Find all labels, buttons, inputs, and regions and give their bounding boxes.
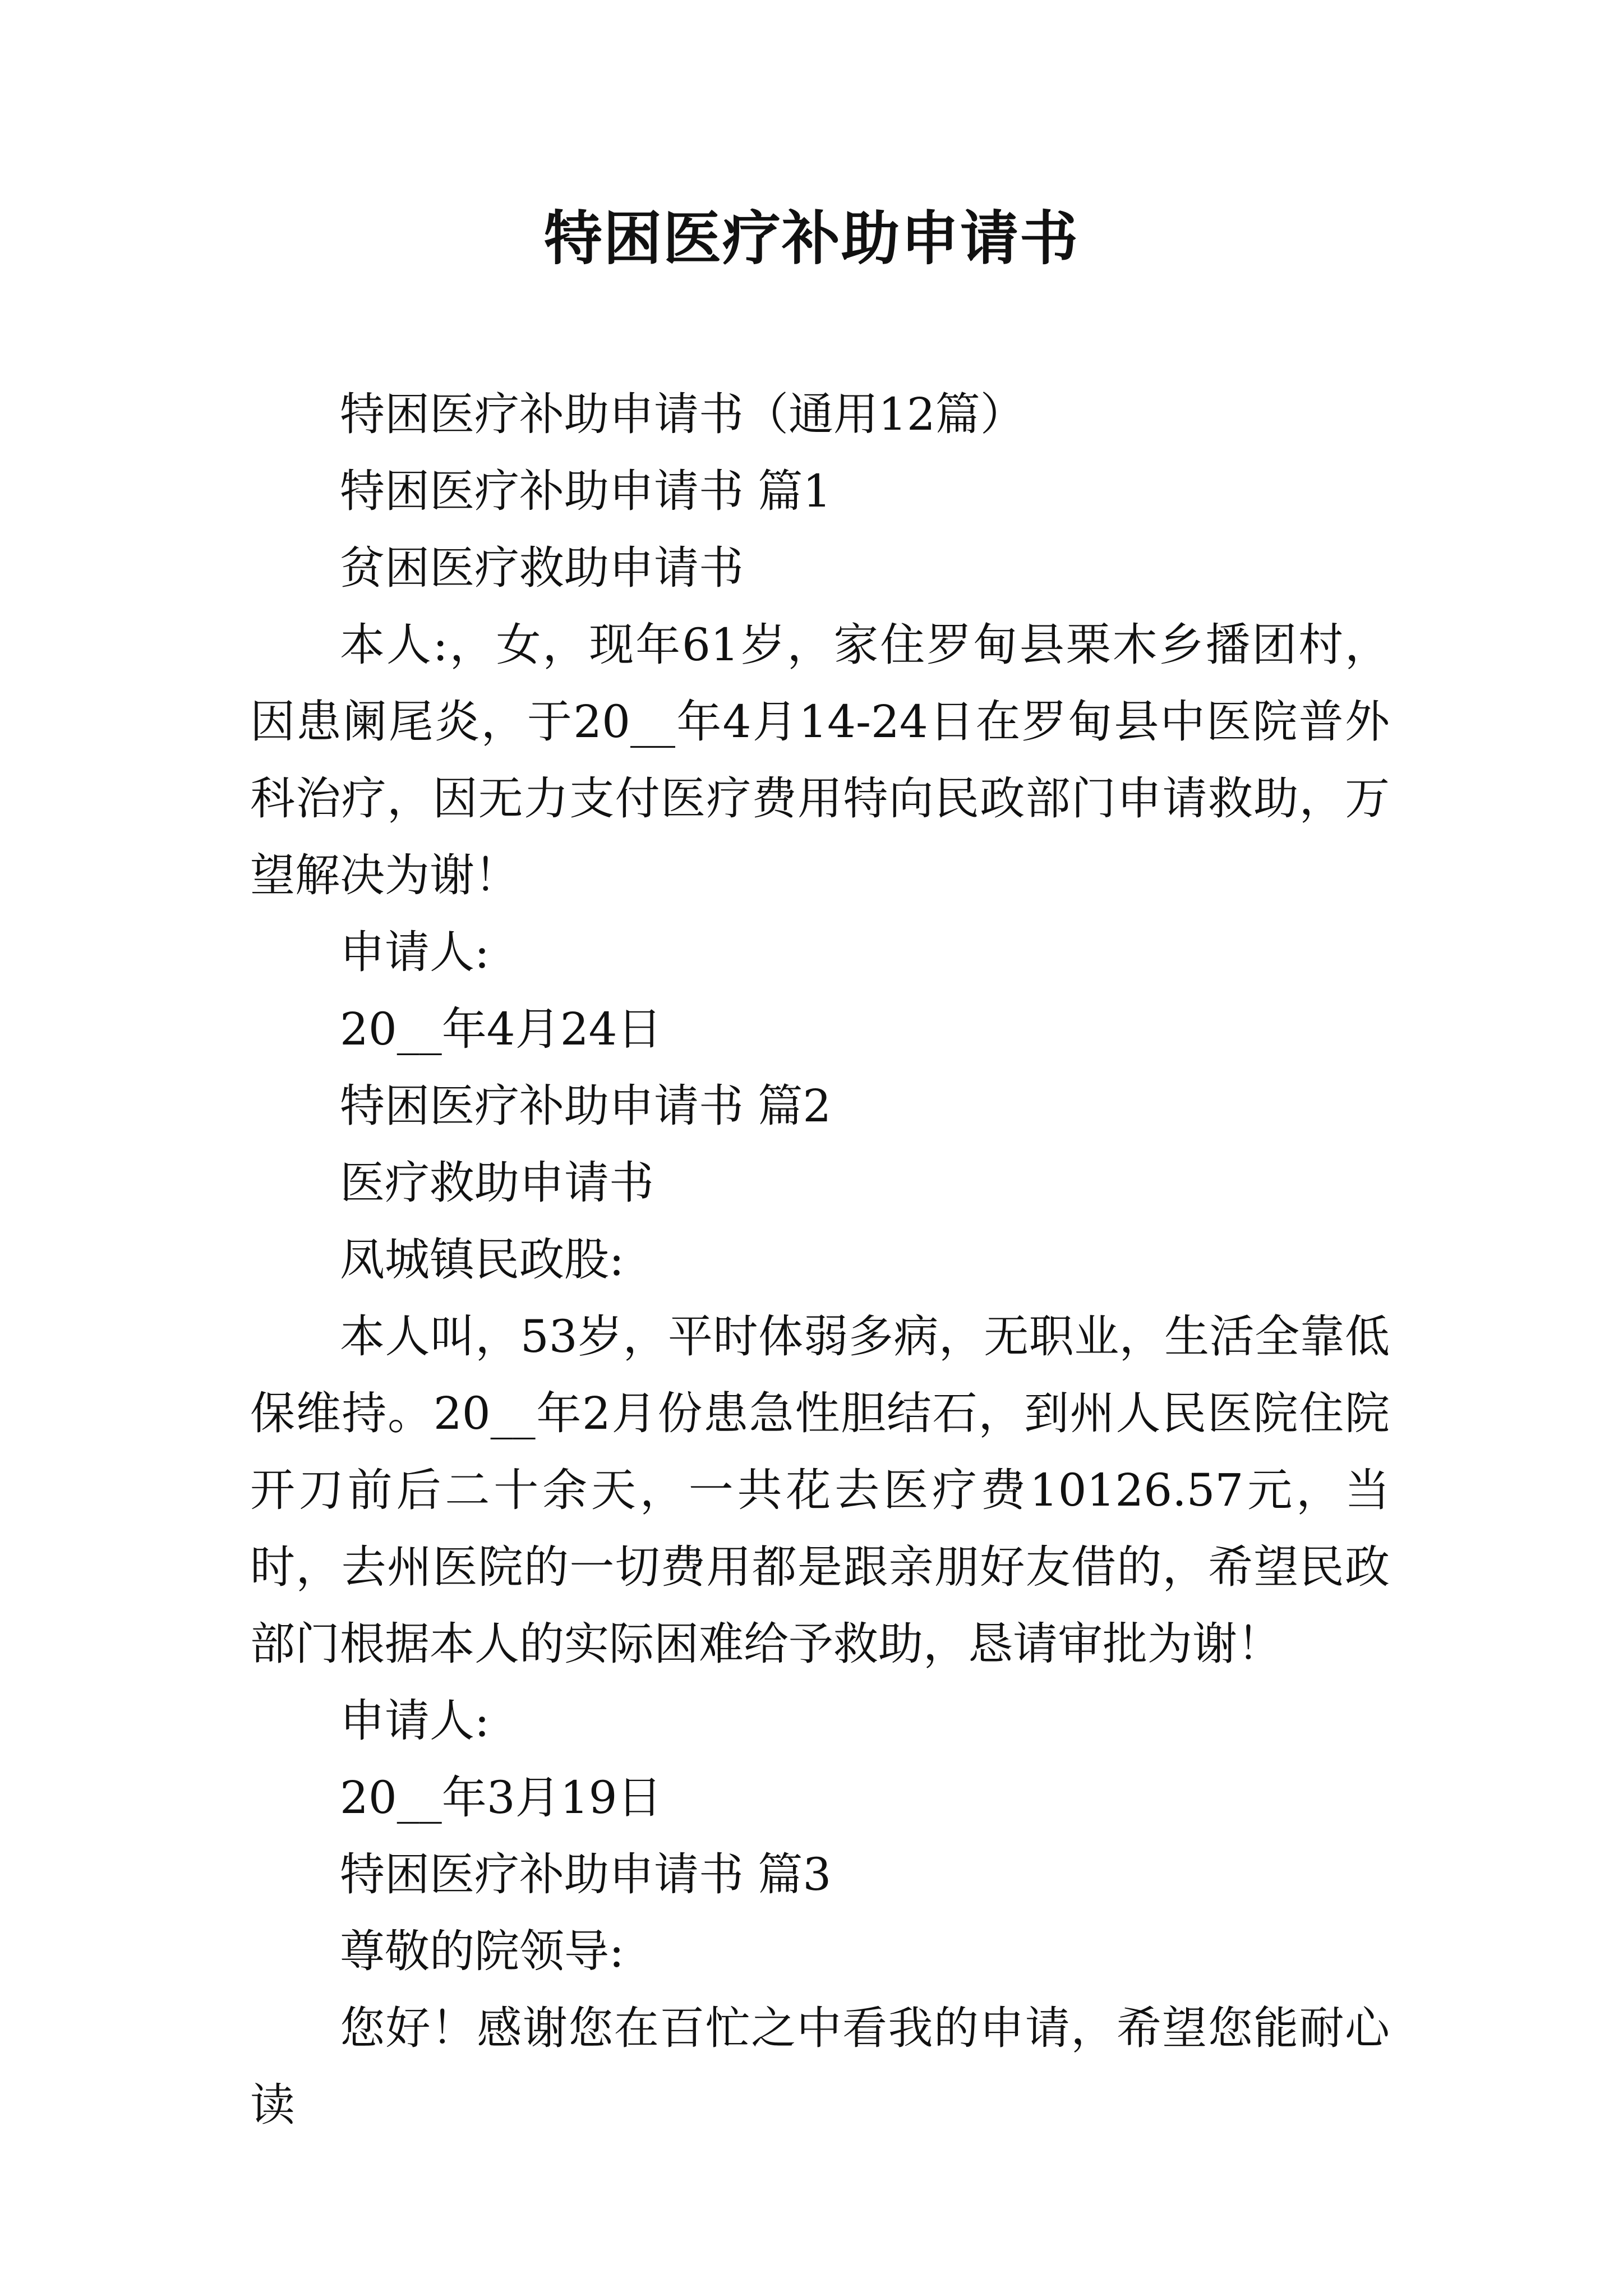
- document-body: [250, 376, 1390, 2143]
- letter-date: 20__年4月24日: [340, 1003, 662, 1055]
- applicant-label: 申请人:: [340, 926, 490, 978]
- letter-body: 本人叫，53岁，平时体弱多病，无职业，生活全靠低保维持。20__年2月份患急性胆结石，到州人民医院住院开刀前后二十余天，一共花去医疗费10126.57元，当时，去州医院的一切费用都是跟亲朋好友借的，希望民政部门根据本人的实际困难给予救助，恳请审批为谢！: [250, 1310, 1390, 1670]
- letter-recipient: 凤城镇民政股:: [340, 1234, 624, 1286]
- applicant-label: 申请人:: [340, 1695, 490, 1747]
- section-heading-3: 特困医疗补助申请书 篇3: [340, 1848, 832, 1901]
- section-heading-1: 特困医疗补助申请书 篇1: [340, 465, 832, 517]
- letter-title: 医疗救助申请书: [340, 1157, 654, 1209]
- letter-body: 本人:，女，现年61岁，家住罗甸县栗木乡播团村，因患阑尾炎，于20__年4月14-24日在罗甸县中医院普外科治疗，因无力支付医疗费用特向民政部门申请救助，万望解决为谢！: [250, 619, 1390, 901]
- section-heading-2: 特困医疗补助申请书 篇2: [340, 1080, 832, 1132]
- document-title: 特困医疗补助申请书: [543, 204, 1079, 273]
- letter-title: 贫困医疗救助申请书: [340, 542, 744, 594]
- letter-date: 20__年3月19日: [340, 1772, 662, 1824]
- collection-heading: 特困医疗补助申请书（通用12篇）: [340, 388, 1025, 440]
- letter-recipient: 尊敬的院领导:: [340, 1925, 624, 1977]
- letter-body: 您好！感谢您在百忙之中看我的申请，希望您能耐心读: [250, 2002, 1390, 2131]
